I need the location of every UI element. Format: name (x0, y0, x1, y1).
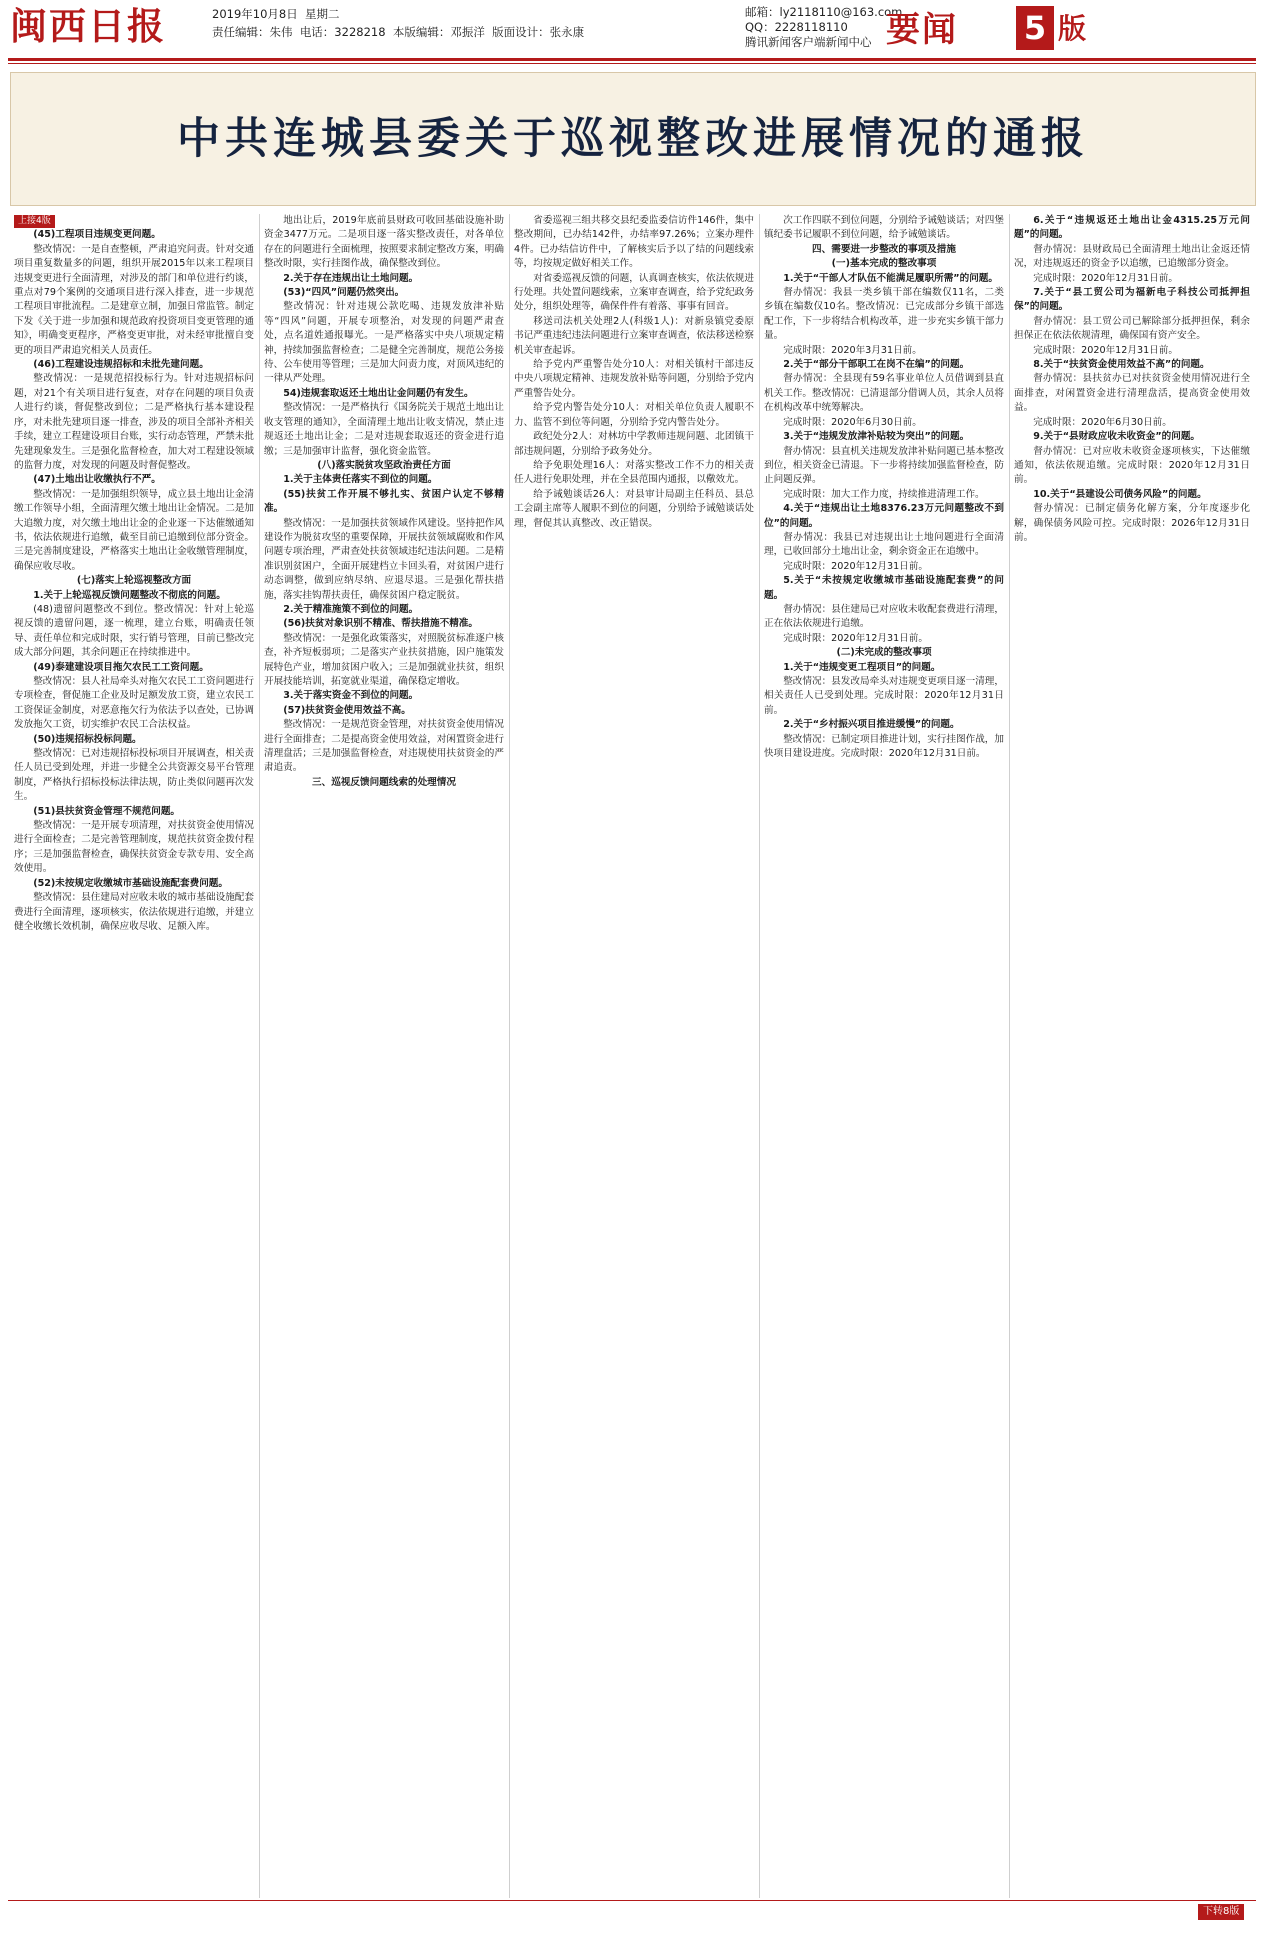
page-number: 5 (1016, 6, 1054, 50)
newspaper-logo: 闽西日报 (10, 4, 166, 48)
paragraph: 整改情况：一是开展专项清理，对扶贫资金使用情况进行全面检查；二是完善管理制度，规范扶贫资金拨付程序；三是加强监督检查，确保扶贫资金专款专用、安全高效使用。 (14, 820, 254, 875)
paragraph: 完成时限：2020年12月31日前。 (1033, 344, 1178, 356)
wechat: 腾讯新闻客户端新闻中心 (745, 35, 872, 49)
item-heading: 8.关于“扶贫资金使用效益不高”的问题。 (1033, 359, 1210, 371)
item-heading: (55)扶贫工作开展不够扎实、贫困户认定不够精准。 (264, 488, 504, 515)
paragraph: 督办情况：县财政局已全面清理土地出让金返还情况，对违规返还的资金予以追缴，已追缴部分资金。 (1014, 243, 1250, 270)
issue-weekday: 星期二 (305, 7, 340, 21)
item-heading: (47)土地出让收缴执行不严。 (33, 474, 161, 486)
email: 邮箱：ly2118110@163.com (745, 5, 903, 19)
paragraph: 整改情况：一是严格执行《国务院关于规范土地出让收支管理的通知》，全面清理土地出让收支情况，禁止违规返还土地出让金；二是对违规套取返还的资金进行追缴；三是加强审计监督，强化资金监管。 (264, 402, 504, 457)
paragraph: 督办情况：县工贸公司已解除部分抵押担保，剩余担保正在依法依规清理，确保国有资产安全。 (1014, 315, 1250, 342)
article-column-1 (14, 214, 254, 1898)
paragraph: 政纪处分2人：对林坊中学教师违规问题、北团镇干部违规问题，分别给予政务处分。 (514, 431, 754, 457)
article-column-3 (514, 214, 754, 1898)
item-heading: 2.关于“部分干部职工在岗不在编”的问题。 (783, 359, 970, 371)
paragraph: 给予党内严重警告处分10人：对相关镇村干部违反中央八项规定精神、违规发放补贴等问题，分别给予党内严重警告处分。 (514, 359, 754, 399)
paragraph: 督办情况：已制定债务化解方案，分年度逐步化解，确保债务风险可控。完成时限：2026年12月31日前。 (1014, 503, 1250, 543)
headline: 中共连城县委关于巡视整改进展情况的通报 (177, 114, 1089, 164)
column-divider (259, 214, 260, 1898)
item-heading: (57)扶贫资金使用效益不高。 (283, 704, 411, 716)
paragraph: 整改情况：一是规范资金管理，对扶贫资金使用情况进行全面排查；二是提高资金使用效益，对闲置资金进行清理盘活；三是加强监督检查，对违规使用扶贫资金的严肃追责。 (264, 719, 504, 774)
headline-banner (10, 72, 1256, 206)
paragraph: 督办情况：全县现有59名事业单位人员借调到县直机关工作。整改情况：已清退部分借调人员，其余人员将在机构改革中统筹解决。 (764, 373, 1004, 414)
column-divider (1009, 214, 1010, 1898)
section-subheading: (二)未完成的整改事项 (836, 647, 932, 659)
paragraph: 整改情况：县发改局牵头对违规变更项目逐一清理，相关责任人已受到处理。完成时限：2020年12月31日前。 (764, 676, 1004, 716)
section-subheading: (八)落实脱贫攻坚政治责任方面 (317, 459, 451, 471)
section-subheading: (一)基本完成的整改事项 (831, 258, 937, 270)
paragraph: 整改情况：已对违规招标投标项目开展调查，相关责任人员已受到处理，并进一步健全公共资源交易平台管理制度，严格执行招标投标法律法规，防止类似问题再次发生。 (14, 748, 254, 803)
paragraph: 给予免职处理16人：对落实整改工作不力的相关责任人进行免职处理，并在全县范围内通报，以儆效尤。 (514, 459, 754, 486)
item-heading: 9.关于“县财政应收未收资金”的问题。 (1033, 431, 1201, 443)
item-heading: 10.关于“县建设公司债务风险”的问题。 (1033, 488, 1207, 500)
paragraph: 移送司法机关处理2人(科级1人)：对新泉镇党委原书记严重违纪违法问题进行立案审查调查，依法移送检察机关审查起诉。 (514, 315, 754, 356)
item-heading: (49)泰建建设项目拖欠农民工工资问题。 (33, 661, 209, 673)
column-divider (759, 214, 760, 1898)
paragraph: 给予党内警告处分10人：对相关单位负责人履职不力、监管不到位等问题，分别给予党内警告处分。 (514, 402, 754, 428)
item-heading: 2.关于“乡村振兴项目推进缓慢”的问题。 (783, 719, 960, 731)
item-heading: 4.关于“违规出让土地8376.23万元问题整改不到位”的问题。 (764, 503, 1004, 529)
issue-date: 2019年10月8日 (212, 7, 298, 21)
editor: 责任编辑：朱伟 (212, 25, 293, 39)
column-divider (509, 214, 510, 1898)
item-heading: (46)工程建设违规招标和未批先建问题。 (33, 359, 209, 371)
paragraph: 地出让后，2019年底前县财政可收回基础设施补助资金3477万元。二是项目逐一落实整改责任，对各单位存在的问题进行全面梳理，按照要求制定整改方案，明确整改时限，实行挂图作战，确保整改到位。 (264, 215, 504, 270)
page-suffix: 版 (1058, 12, 1087, 45)
reviewer: 本版编辑：邓振洋 (392, 25, 485, 39)
item-heading: 5.关于“未按规定收缴城市基础设施配套费”的问题。 (764, 575, 1004, 601)
item-heading: (50)违规招标投标问题。 (33, 733, 142, 745)
paragraph: 完成时限：2020年6月30日前。 (783, 416, 922, 428)
qq: QQ：2228118110 (745, 20, 848, 34)
paragraph: 整改情况：一是规范招投标行为。针对违规招标问题，对21个有关项目进行复查，对存在问题的项目负责人进行约谈，督促整改到位；二是严格执行基本建设程序，对未批先建项目逐一排查，涉及的项目全部补齐相关手续，建立工程建设项目台账，实行动态管理，严禁未批先建现象发生。三是强化监督检查，加大对工程建设领域的监督力度，对发现的问题及时督促整改。 (14, 373, 254, 471)
designer: 版面设计：张永康 (492, 25, 585, 39)
phone: 电话：3228218 (299, 25, 386, 39)
item-heading: 7.关于“县工贸公司为福新电子科技公司抵押担保”的问题。 (1014, 287, 1250, 313)
item-heading: (51)县扶贫资金管理不规范问题。 (33, 805, 181, 817)
section-subheading: 三、巡视反馈问题线索的处理情况 (312, 776, 456, 788)
item-heading: 2.关于存在违规出让土地问题。 (283, 272, 419, 284)
paragraph: 整改情况：一是自查整顿，严肃追究问责。针对交通项目重复数量多的问题，组织开展2015年以来工程项目违规变更进行全面清理，对涉及的部门和单位进行约谈，重点对79个案例的交通项目进行深入排查，进一步规范工程项目审批流程。二是建章立制，加强日常监管。制定下发《关于进一步加强和规范政府投资项目变更管理的通知》，明确变更程序，严格变更审批，对未经审批擅自变更的项目严肃追究相关人员责任。 (14, 243, 254, 356)
paragraph: 完成时限：加大工作力度，持续推进清理工作。 (783, 488, 985, 500)
item-heading: 2.关于精准施策不到位的问题。 (283, 603, 419, 615)
paragraph: 督办情况：县住建局已对应收未收配套费进行清理，正在依法依规进行追缴。 (764, 603, 1004, 630)
item-heading: (45)工程项目违规变更问题。 (33, 229, 161, 241)
article-column-4 (764, 214, 1004, 1898)
paragraph: 整改情况：县人社局牵头对拖欠农民工工资问题进行专项检查，督促施工企业及时足额发放工资，建立农民工工资保证金制度，对恶意拖欠行为依法予以查处，已协调发放拖欠工资，切实维护农民工合法权益。 (14, 676, 254, 731)
continued-to-label: 下转8版 (1198, 1904, 1244, 1920)
section-title: 要闻 (886, 10, 958, 50)
item-heading: 3.关于落实资金不到位的问题。 (283, 690, 419, 702)
section-subheading: 四、需要进一步整改的事项及措施 (812, 243, 956, 255)
masthead (0, 0, 1264, 64)
paragraph: 整改情况：一是强化政策落实，对照脱贫标准逐户核查，补齐短板弱项；二是落实产业扶贫措施，因户施策发展特色产业，增加贫困户收入；三是加强就业扶贫，组织开展技能培训，拓宽就业渠道，确保稳定增收。 (264, 632, 504, 687)
item-heading: 1.关于“干部人才队伍不能满足履职所需”的问题。 (783, 272, 998, 284)
item-heading: 1.关于上轮巡视反馈问题整改不彻底的问题。 (33, 589, 226, 601)
paragraph: 督办情况：我县已对违规出让土地问题进行全面清理，已收回部分土地出让金，剩余资金正在追缴中。 (764, 531, 1004, 558)
masthead-rule (8, 58, 1256, 61)
section-subheading: (七)落实上轮巡视整改方面 (76, 575, 192, 587)
paragraph: 整改情况：针对违规公款吃喝、违规发放津补贴等“四风”问题，开展专项整治，对发现的问题严肃查处，点名道姓通报曝光。一是严格落实中央八项规定精神，持续加强监督检查；二是健全完善制度，规范公务接待、公车使用等管理；三是加大问责力度，对顶风违纪的一律从严处理。 (264, 301, 504, 385)
paragraph: 完成时限：2020年3月31日前。 (783, 344, 922, 356)
paragraph: 整改情况：一是加强扶贫领域作风建设。坚持把作风建设作为脱贫攻坚的重要保障，开展扶贫领域腐败和作风问题专项治理，严肃查处扶贫领域违纪违法问题。二是精准识别贫困户，全面开展建档立卡回头看，对贫困户进行动态调整，做到应纳尽纳、应退尽退。三是强化帮扶措施，落实挂钩帮扶责任，确保贫困户稳定脱贫。 (264, 517, 504, 601)
paragraph: 给予诫勉谈话26人：对县审计局副主任科员、县总工会副主席等人履职不到位的问题，分别给予诫勉谈话处理，督促其认真整改、改正错误。 (514, 488, 754, 529)
paragraph: 省委巡视三组共移交县纪委监委信访件146件，集中整改期间，已办结142件，办结率97.26%；立案办理件4件。已办结信访件中，了解核实后予以了结的问题线索等，均按规定做好相关工作。 (514, 215, 754, 270)
item-heading: 6.关于“违规返还土地出让金4315.25万元问题”的问题。 (1014, 215, 1250, 241)
item-heading: 54)违规套取返还土地出让金问题仍有发生。 (283, 387, 474, 399)
paragraph: 完成时限：2020年12月31日前。 (783, 560, 928, 572)
item-heading: 1.关于主体责任落实不到位的问题。 (283, 474, 438, 486)
paragraph: 督办情况：已对应收未收资金逐项核实，下达催缴通知，依法依规追缴。完成时限：2020年12月31日前。 (1014, 445, 1250, 486)
paragraph: 完成时限：2020年12月31日前。 (1033, 272, 1178, 284)
article-column-2 (264, 214, 504, 1898)
footer-rule (8, 1900, 1256, 1901)
paragraph: 完成时限：2020年6月30日前。 (1033, 416, 1172, 428)
paragraph: 整改情况：一是加强组织领导，成立县土地出让金清缴工作领导小组，全面清理欠缴土地出让金情况。二是加大追缴力度，对欠缴土地出让金的企业逐一下达催缴通知书，依法依规进行追缴，截至目前已追缴到位部分资金。三是完善制度建设，严格落实土地出让金收缴管理制度，确保应收尽收。 (14, 488, 254, 572)
paragraph: 完成时限：2020年12月31日前。 (783, 632, 928, 644)
paragraph: 整改情况：已制定项目推进计划，实行挂图作战，加快项目建设进度。完成时限：2020年12月31日前。 (764, 733, 1004, 760)
masthead-thin-rule (8, 63, 1256, 64)
paragraph: 督办情况：县扶贫办已对扶贫资金使用情况进行全面排查，对闲置资金进行清理盘活，提高资金使用效益。 (1014, 373, 1250, 414)
issue-date-line (212, 6, 340, 23)
item-heading: 1.关于“违规变更工程项目”的问题。 (783, 661, 941, 673)
continued-from-label: 上接4版 (14, 215, 55, 228)
paragraph: 整改情况：县住建局对应收未收的城市基础设施配套费进行全面清理，逐项核实，依法依规进行追缴，并建立健全收缴长效机制，确保应收尽收、足额入库。 (14, 892, 254, 932)
paragraph: 对省委巡视反馈的问题，认真调查核实，依法依规进行处理。共处置问题线索，立案审查调查，给予党纪政务处分，组织处理等，确保件件有着落、事事有回音。 (514, 272, 754, 313)
item-heading: (56)扶贫对象识别不精准、帮扶措施不精准。 (283, 618, 478, 630)
item-heading: 3.关于“违规发放津补贴较为突出”的问题。 (783, 431, 970, 443)
paragraph: (48)遗留问题整改不到位。整改情况：针对上轮巡视反馈的遗留问题，逐一梳理，建立台账，明确责任领导、责任单位和完成时限，实行销号管理，目前已整改完成大部分问题，其余问题正在持续推进中。 (14, 603, 254, 659)
paragraph: 督办情况：我县一类乡镇干部在编数仅11名，二类乡镇在编数仅10名。整改情况：已完成部分乡镇干部选配工作，下一步将结合机构改革，进一步充实乡镇干部力量。 (764, 287, 1004, 342)
editor-line (212, 24, 584, 41)
paragraph: 次工作四联不到位问题，分别给予诫勉谈话；对四堡镇纪委书记履职不到位问题，给予诫勉谈话。 (764, 215, 1004, 241)
paragraph: 督办情况：县直机关违规发放津补贴问题已基本整改到位，相关资金已清退。下一步将持续加强监督检查，防止问题反弹。 (764, 445, 1004, 486)
article-column-5 (1014, 214, 1250, 1898)
item-heading: (52)未按规定收缴城市基础设施配套费问题。 (33, 877, 228, 889)
item-heading: (53)“四风”问题仍然突出。 (283, 287, 405, 299)
